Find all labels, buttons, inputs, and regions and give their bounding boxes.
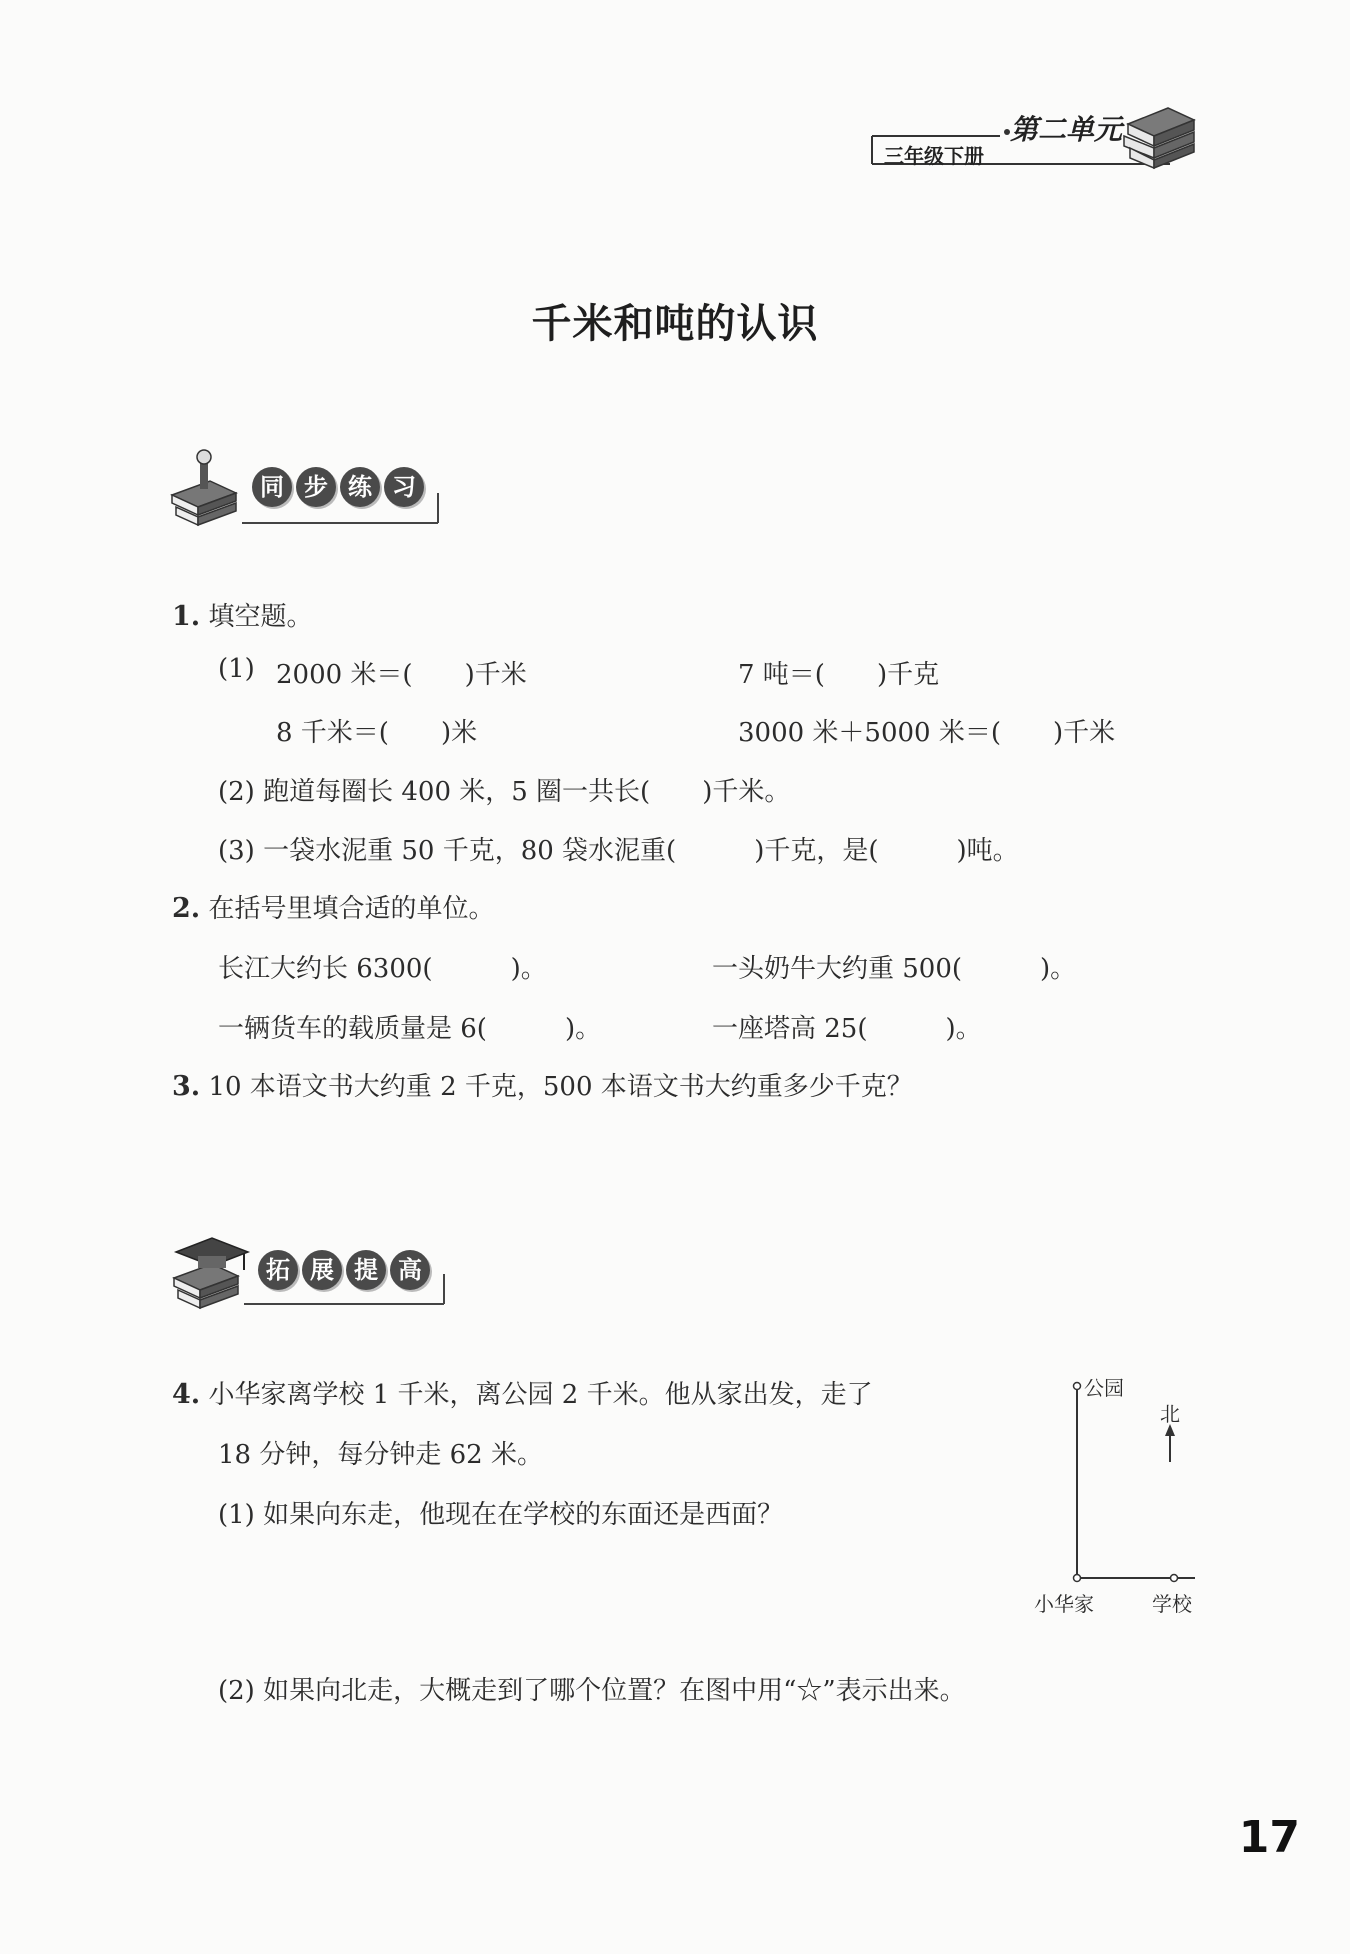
question-1 [172, 596, 312, 633]
q4-line2: 18 分钟，每分钟走 62 米。 [218, 1440, 543, 1470]
question-3 [172, 1066, 913, 1103]
section-badge-sync [170, 445, 470, 555]
section-char: 练 [340, 467, 380, 507]
q1-part1-label: (1) [218, 654, 255, 684]
q1-blank-d[interactable]: 3000 米＋5000 米＝( )千米 [738, 718, 1116, 748]
question-text: 小华家离学校 1 千米，离公园 2 千米。他从家出发，走了 [208, 1380, 873, 1410]
q4-part1: (1) 如果向东走，他现在在学校的东面还是西面？ [218, 1500, 784, 1530]
question-number: 3. [172, 1071, 201, 1102]
question-4 [172, 1374, 873, 1411]
q1-blank-c[interactable]: 8 千米＝( )米 [276, 718, 478, 748]
question-number: 4. [172, 1379, 201, 1410]
section-char: 步 [296, 467, 336, 507]
q1-blank-a[interactable]: 2000 米＝( )千米 [276, 660, 527, 690]
map-label-home: 小华家 [1034, 1592, 1094, 1616]
section-char: 高 [390, 1250, 430, 1290]
section-char: 提 [346, 1250, 386, 1290]
section-char: 展 [302, 1250, 342, 1290]
q2-blank-d[interactable]: 一座塔高 25( )。 [712, 1014, 982, 1044]
header-grade: 三年级下册 [884, 144, 984, 168]
section-char: 习 [384, 467, 424, 507]
map-label-park: 公园 [1084, 1376, 1124, 1400]
question-number: 2. [172, 893, 201, 924]
q1-part3[interactable]: (3) 一袋水泥重 50 千克，80 袋水泥重( )千克，是( )吨。 [218, 836, 1019, 866]
page-title: 千米和吨的认识 [531, 301, 819, 347]
question-2 [172, 888, 494, 925]
header-unit: 第二单元 [1010, 113, 1123, 146]
location-map[interactable] [1030, 1370, 1230, 1620]
q4-part2: (2) 如果向北走，大概走到了哪个位置？在图中用“☆”表示出来。 [218, 1676, 966, 1706]
park-point [1074, 1383, 1081, 1390]
q1-part2[interactable]: (2) 跑道每圈长 400 米，5 圈一共长( )千米。 [218, 777, 791, 807]
section-char: 拓 [258, 1250, 298, 1290]
map-label-north: 北 [1160, 1402, 1180, 1426]
question-number: 1. [172, 601, 201, 632]
question-text: 10 本语文书大约重 2 千克，500 本语文书大约重多少千克？ [208, 1072, 913, 1102]
q2-blank-a[interactable]: 长江大约长 6300( )。 [218, 954, 547, 984]
home-point [1074, 1575, 1081, 1582]
section-badge-extend [172, 1228, 472, 1338]
school-point [1171, 1575, 1178, 1582]
q2-blank-b[interactable]: 一头奶牛大约重 500( )。 [712, 954, 1077, 984]
question-text: 在括号里填合适的单位。 [208, 894, 495, 924]
page-number: 17 [1238, 1812, 1300, 1863]
question-text: 填空题。 [208, 602, 313, 632]
q2-blank-c[interactable]: 一辆货车的载质量是 6( )。 [218, 1014, 602, 1044]
section-char: 同 [252, 467, 292, 507]
q1-blank-b[interactable]: 7 吨＝( )千克 [738, 660, 940, 690]
map-label-school: 学校 [1152, 1592, 1192, 1616]
